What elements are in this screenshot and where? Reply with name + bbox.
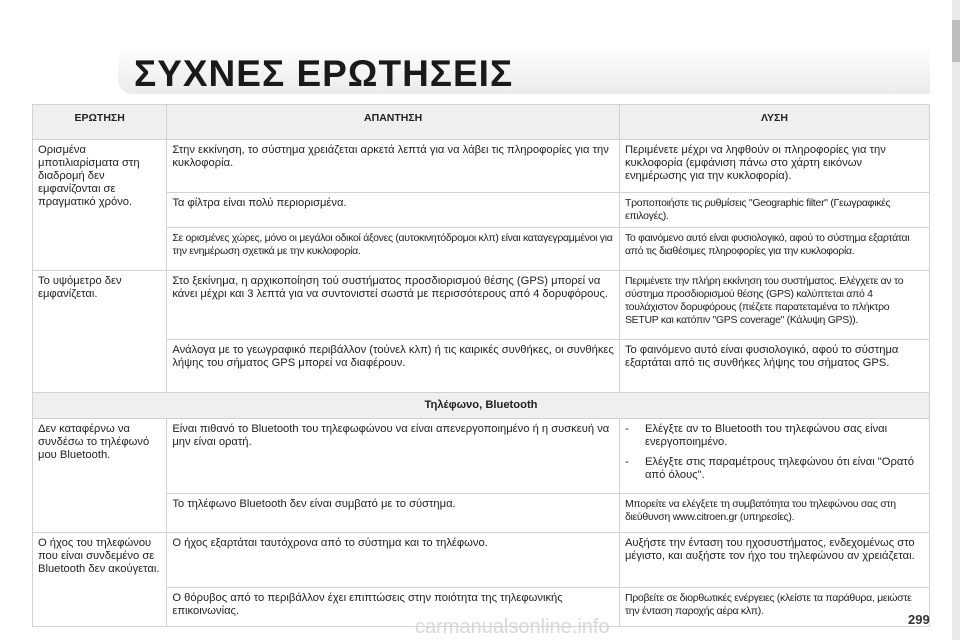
- header-solution: ΛΥΣΗ: [619, 105, 929, 140]
- solution-cell: Το φαινόμενο αυτό είναι φυσιολογικό, αφού το σύστημα εξαρτάται από τις διαθέσιμες πληροφορίες για την κυκλοφορία.: [619, 228, 929, 271]
- answer-cell: Ο θόρυβος από το περιβάλλον έχει επιπτώσεις στην ποιότητα της τηλεφωνικής επικοινωνίας.: [167, 588, 620, 627]
- answer-cell: Τα φίλτρα είναι πολύ περιορισμένα.: [167, 193, 620, 228]
- question-cell: Ορισμένα μποτιλιαρίσματα στη διαδρομή δεν εμφανίζονται σε πραγματικό χρόνο.: [33, 140, 167, 271]
- header-question: ΕΡΩΤΗΣΗ: [33, 105, 167, 140]
- solution-cell: [619, 419, 929, 494]
- answer-cell: Σε ορισμένες χώρες, μόνο οι μεγάλοι οδικοί άξονες (αυτοκινητόδρομοι κλπ) είναι καταγεγραμμένοι για την ενημέρωση σχετικά με την κυκλοφορία.: [167, 228, 620, 271]
- answer-cell: Στο ξεκίνημα, η αρχικοποίηση τού συστήματος προσδιορισμού θέσης (GPS) μπορεί να κάνει μέχρι και 3 λεπτά για να συντονιστεί σωστά με περισσότερους από 4 δορυφόρους.: [167, 271, 620, 340]
- solution-list-item: [625, 423, 924, 449]
- question-cell: Δεν καταφέρνω να συνδέσω το τηλέφωνό μου Bluetooth.: [33, 419, 167, 533]
- table-row: [33, 140, 930, 193]
- answer-cell: Ο ήχος εξαρτάται ταυτόχρονα από το σύστημα και το τηλέφωνο.: [167, 533, 620, 588]
- list-dash: -: [624, 456, 629, 468]
- solution-cell: Τροποποιήστε τις ρυθμίσεις "Geographic filter" (Γεωγραφικές επιλογές).: [619, 193, 929, 228]
- header-answer: ΑΠΑΝΤΗΣΗ: [167, 105, 620, 140]
- answer-cell: Ανάλογα με το γεωγραφικό περιβάλλον (τούνελ κλπ) ή τις καιρικές συνθήκες, οι συνθήκες λήψης του σήματος GPS μπορεί να διαφέρουν.: [167, 340, 620, 393]
- section-row: [33, 393, 930, 419]
- faq-table: [32, 104, 930, 627]
- question-cell: Το υψόμετρο δεν εμφανίζεται.: [33, 271, 167, 393]
- question-cell: Ο ήχος του τηλεφώνου που είναι συνδεμένο σε Bluetooth δεν ακούγεται.: [33, 533, 167, 627]
- section-heading: Τηλέφωνο, Bluetooth: [33, 393, 930, 419]
- solution-cell: Περιμένετε την πλήρη εκκίνηση του συστήματος. Ελέγχετε αν το σύστημα προσδιορισμού θέσης (GPS) καλύπτεται από 4 τουλάχιστον δορυφόρους (πιέζετε παρατεταμένα το πλήκτρο SETUP και κατόπιν "GPS coverage" (Κάλυψη GPS)).: [619, 271, 929, 340]
- list-dash: -: [624, 423, 629, 435]
- page-title: ΣΥΧΝΕΣ ΕΡΩΤΗΣΕΙΣ: [134, 53, 514, 94]
- watermark: carmanualsonline.info: [415, 616, 610, 638]
- page-edge-tab: [952, 20, 960, 62]
- solution-cell: Αυξήστε την ένταση του ηχοσυστήματος, ενδεχομένως στο μέγιστο, και αυξήστε τον ήχο του τηλεφώνου αν χρειάζεται.: [619, 533, 929, 588]
- table-row: [33, 533, 930, 588]
- solution-list-text: Ελέγξτε στις παραμέτρους τηλεφώνου ότι είναι "Ορατό από όλους".: [644, 456, 914, 481]
- table-row: [33, 419, 930, 494]
- solution-cell: Περιμένετε μέχρι να ληφθούν οι πληροφορίες για την κυκλοφορία (εμφάνιση πάνω στο χάρτη εικόνων ενημέρωσης για την κυκλοφορία).: [619, 140, 929, 193]
- solution-list-text: Ελέγξτε αν το Bluetooth του τηλεφώνου σας είναι ενεργοποιημένο.: [644, 423, 888, 448]
- table-row: [33, 494, 930, 533]
- solution-cell: Το φαινόμενο αυτό είναι φυσιολογικό, αφού το σύστημα εξαρτάται από τις συνθήκες λήψης του σήματος GPS.: [619, 340, 929, 393]
- table-row: [33, 340, 930, 393]
- solution-cell: Μπορείτε να ελέγξετε τη συμβατότητα του τηλεφώνου σας στη διεύθυνση www.citroen.gr (υπηρεσίες).: [619, 494, 929, 533]
- table-row: [33, 271, 930, 340]
- answer-cell: Είναι πιθανό το Bluetooth του τηλεφωφώνου να είναι απενεργοποιημένο ή η συσκευή να μην είναι ορατή.: [167, 419, 620, 494]
- table-row: [33, 193, 930, 228]
- table-header-row: [33, 105, 930, 140]
- page-edge-strip: [952, 0, 960, 640]
- solution-list-item: [625, 456, 924, 482]
- answer-cell: Στην εκκίνηση, το σύστημα χρειάζεται αρκετά λεπτά για να λάβει τις πληροφορίες για την κυκλοφορία.: [167, 140, 620, 193]
- answer-cell: Το τηλέφωνο Bluetooth δεν είναι συμβατό με το σύστημα.: [167, 494, 620, 533]
- table-row: [33, 228, 930, 271]
- solution-cell: Προβείτε σε διορθωτικές ενέργειες (κλείστε τα παράθυρα, μειώστε την ένταση παροχής αέρα κλπ).: [619, 588, 929, 627]
- page-number: 299: [908, 612, 930, 627]
